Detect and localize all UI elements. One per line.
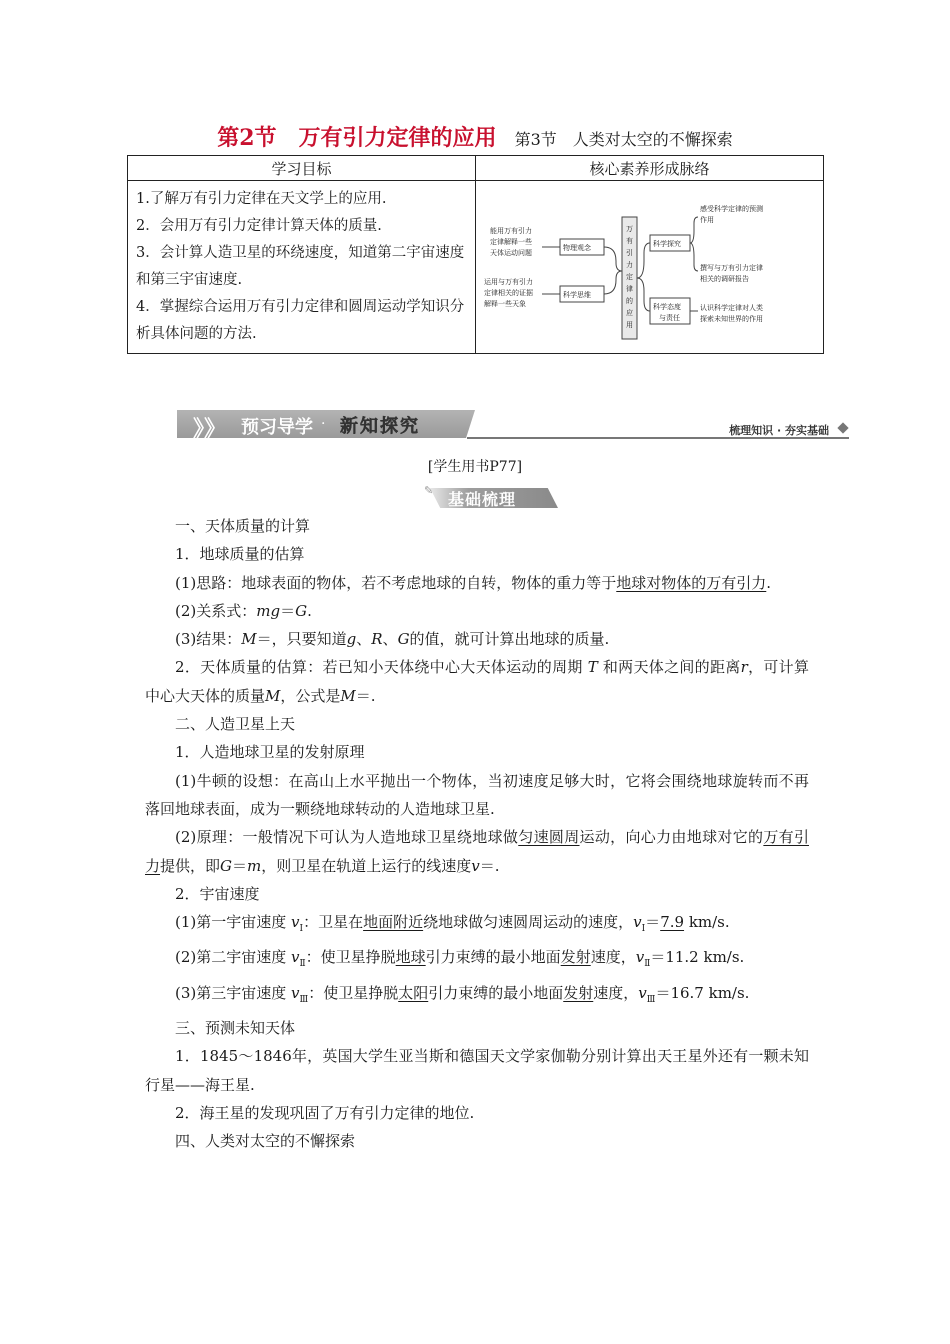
fill-in-answer: 太阳: [398, 983, 429, 1002]
literacy-diagram: [476, 181, 796, 353]
diagram-center-char: 律: [626, 285, 633, 293]
col-header-objectives: 学习目标: [128, 156, 476, 181]
objective-item: 3．会计算人造卫星的环绕速度，知道第二宇宙速度和第三宇宙速度.: [136, 245, 465, 288]
diagram-box-physics: 物理观念: [563, 244, 591, 252]
fill-in-answer: 万有引力: [145, 828, 809, 875]
diagram-text-left-bottom: 解释一些天象: [484, 300, 526, 308]
banner-right-text: 梳理知识 · 夯实基础: [729, 424, 829, 437]
diagram-box-inquiry: 科学探究: [653, 240, 681, 248]
diamond-icon: [837, 422, 848, 433]
paragraph: 1．1845～1846年，英国大学生亚当斯和德国天文学家伽勒分别计算出天王星外还有一颗未知行星——海王星.: [145, 1047, 809, 1094]
content-body: [145, 512, 809, 1156]
section-heading: 一、天体质量的计算: [175, 517, 311, 535]
subhead-label: 基础梳理: [448, 490, 517, 509]
chevron-right-icon: 》》: [193, 417, 227, 442]
paragraph: 2．海王星的发现巩固了万有引力定律的地位.: [175, 1103, 475, 1122]
objective-item: 2．会用万有引力定律计算天体的质量.: [136, 218, 382, 234]
sub-title: 第3节 人类对太空的不懈探索: [514, 130, 733, 149]
objective-item: 1.了解万有引力定律在天文学上的应用.: [136, 191, 387, 207]
section-heading: 二、人造卫星上天: [175, 715, 296, 734]
objective-item: 4．掌握综合运用万有引力定律和圆周运动学知识分析具体问题的方法.: [136, 299, 465, 342]
banner-dot: ·: [321, 416, 326, 432]
diagram-box-thinking: 科学思维: [563, 291, 591, 299]
leaf-icon: ✎: [424, 484, 434, 497]
subhead-basics: [420, 484, 560, 510]
paragraph: (3)结果：M＝，只要知道g、R、G的值，就可计算出地球的质量.: [175, 630, 610, 649]
banner-title: 预习导学: [241, 417, 313, 438]
diagram-text-right: 作用: [700, 216, 714, 224]
fill-in-answer: 7.9: [660, 913, 685, 932]
col-header-literacy: 核心素养形成脉络: [476, 156, 824, 181]
fill-in-answer: 地球对物体的万有引力: [616, 573, 767, 592]
paragraph: (1)第一宇宙速度 $v_Ⅰ$：卫星在地面附近绕地球做匀速圆周运动的速度，$v_Ⅰ=7.9$ km/s.: [175, 913, 730, 935]
section-heading: 三、预测未知天体: [175, 1019, 296, 1038]
diagram-text-left-bottom: 运用与万有引力: [484, 278, 533, 286]
diagram-text-left-top: 能用万有引力: [490, 227, 532, 235]
page-title: [0, 121, 950, 152]
diagram-center-char: 有: [626, 237, 633, 245]
paragraph: (1)思路：地球表面的物体，若不考虑地球的自转，物体的重力等于地球对物体的万有引力.: [175, 573, 772, 592]
diagram-text-right: 相关的调研报告: [700, 275, 749, 283]
diagram-center-char: 定: [626, 273, 633, 281]
diagram-center-char: 的: [626, 297, 633, 305]
fill-in-answer: 地面附近: [363, 913, 424, 932]
section-heading: 四、人类对太空的不懈探索: [175, 1132, 356, 1151]
paragraph: (2)关系式：mg＝G.: [175, 601, 312, 620]
diagram-text-right: 探索未知世界的作用: [700, 315, 763, 323]
banner-subtitle: 新知探究: [340, 416, 420, 437]
diagram-text-right: 感受科学定律的预测: [700, 205, 763, 213]
diagram-center-char: 万: [626, 225, 633, 233]
diagram-center-char: 应: [626, 309, 633, 317]
subsection-heading: 2．宇宙速度: [175, 884, 260, 903]
diagram-text-left-top: 定律解释一些: [490, 238, 532, 246]
diagram-text-right: 撰写与万有引力定律: [700, 264, 763, 272]
diagram-text-left-bottom: 定律相关的证据: [484, 289, 533, 297]
diagram-center-char: 引: [626, 249, 633, 257]
paragraph: (2)原理：一般情况下可认为人造地球卫星绕地球做匀速圆周运动，向心力由地球对它的万有引力提供，即G＝m，则卫星在轨道上运行的线速度v＝.: [145, 828, 809, 875]
diagram-center-char: 力: [626, 261, 633, 269]
subsection-heading: 1．人造地球卫星的发射原理: [175, 743, 365, 762]
goals-table: [127, 155, 824, 354]
diagram-text-left-top: 天体运动问题: [490, 249, 532, 257]
diagram-center-char: 用: [626, 321, 633, 329]
book-reference: [学生用书P77]: [427, 459, 523, 475]
literacy-diagram-cell: [476, 181, 824, 354]
diagram-box-attitude: 科学态度: [653, 303, 681, 311]
diagram-text-right: 认识科学定律对人类: [700, 304, 763, 312]
diagram-box-attitude: 与责任: [659, 314, 680, 322]
fill-in-answer: 地球: [395, 948, 426, 967]
fill-in-answer: 发射: [560, 948, 591, 967]
fill-in-answer: 发射: [563, 983, 594, 1002]
paragraph: (1)牛顿的设想：在高山上水平抛出一个物体，当初速度足够大时，它将会围绕地球旋转而不再落回地球表面，成为一颗绕地球转动的人造地球卫星.: [145, 771, 809, 818]
objectives-cell: [128, 181, 476, 354]
paragraph: 2．天体质量的估算：若已知小天体绕中心大天体运动的周期 T 和两天体之间的距离r，可计算中心大天体的质量M，公式是M＝.: [145, 658, 809, 705]
subsection-heading: 1．地球质量的估算: [175, 545, 305, 564]
fill-in-answer: 匀速圆周: [518, 828, 580, 847]
paragraph: (2)第二宇宙速度 $v_Ⅱ$：使卫星挣脱地球引力束缚的最小地面发射速度，$v_Ⅱ=11.2$ km/s.: [175, 948, 745, 970]
main-title: 第2节 万有引力定律的应用: [217, 125, 497, 151]
section-banner: [177, 410, 849, 442]
paragraph: (3)第三宇宙速度 $v_Ⅲ$：使卫星挣脱太阳引力束缚的最小地面发射速度，$v_Ⅲ=16.7$ km/s.: [175, 983, 750, 1005]
